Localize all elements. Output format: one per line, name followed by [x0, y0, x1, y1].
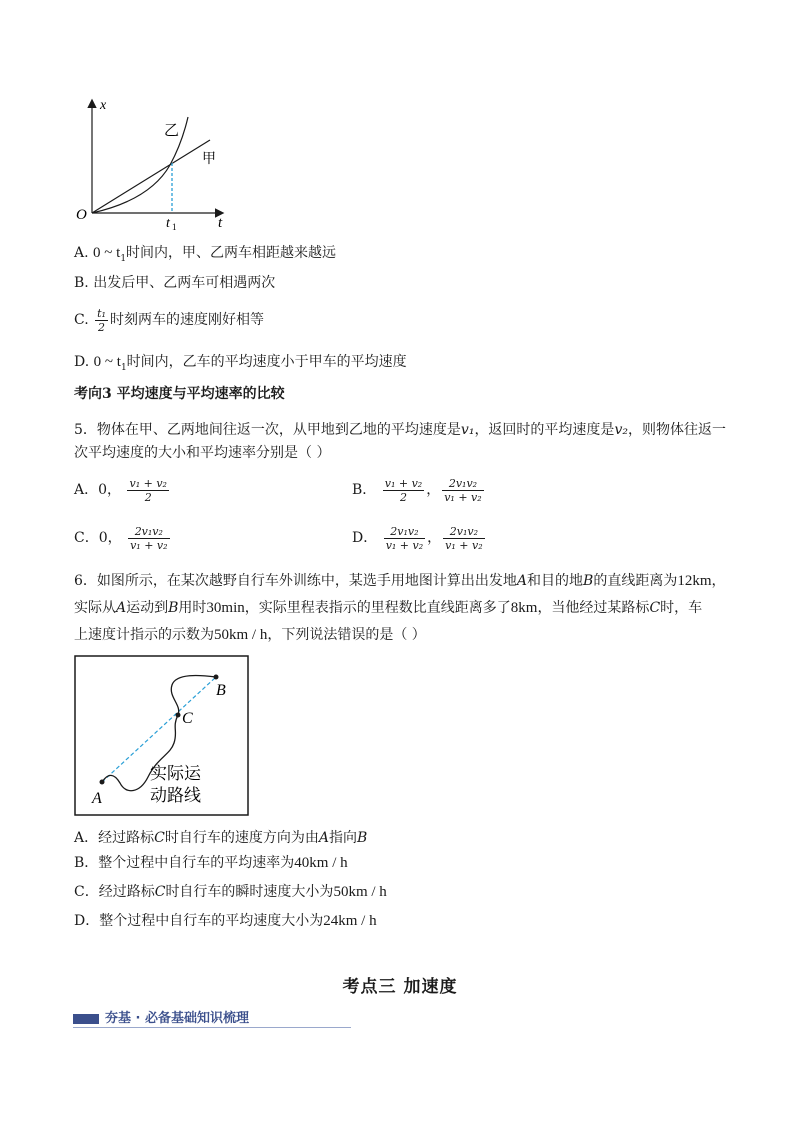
fraction: $\frac{\text{2v₁v₂}}{\text{v₁ + v₂}}$: [444, 476, 482, 504]
q5-option-a[interactable]: A．0， $\frac{\text{v₁ + v₂}}{2}$: [74, 476, 167, 504]
jia-line: [92, 140, 210, 213]
q5-option-c[interactable]: C．0， $\frac{\text{2v₁v₂}}{\text{v₁ + v₂}}$: [74, 524, 168, 552]
point-b-dot: [214, 675, 219, 680]
q6-option-b[interactable]: B．整个过程中自行车的平均速率为40km / h: [74, 855, 348, 871]
fraction: $\frac{\text{2v₁v₂}}{\text{v₁ + v₂}}$: [385, 524, 424, 552]
q5-option-b[interactable]: B． $\frac{\text{v₁ + v₂}}{2}$ ， $\frac{\text{2v₁v₂}}{\text{v₁ + v₂}}$: [352, 476, 482, 504]
t1-subscript: 1: [172, 222, 177, 230]
yi-label: 乙: [164, 121, 180, 139]
fraction: $\frac{\text{v₁ + v₂}}{2}$: [129, 476, 167, 504]
q4-option-b[interactable]: B. 出发后甲、乙两车可相遇两次: [74, 275, 276, 291]
route-caption-line2: 动路线: [150, 786, 201, 806]
section-heading: 考向3 平均速度与平均速率的比较: [74, 386, 285, 402]
knowledge-banner: [73, 1010, 351, 1028]
t1-label: t: [166, 216, 170, 230]
x-axis-label: x: [100, 98, 107, 113]
q4-option-a[interactable]: A. 0 ~ $t_1$时间内，甲、乙两车相距越来越远: [74, 245, 337, 264]
fraction: $\frac{\text{v₁ + v₂}}{2}$: [384, 476, 423, 504]
fraction: $\frac{\text{2v₁v₂}}{\text{v₁ + v₂}}$: [130, 524, 168, 552]
xt-graph: [70, 95, 230, 230]
q5-stem-line1: 5．物体在甲、乙两地间往返一次，从甲地到乙地的平均速度是v₁，返回时的平均速度是v₂，则物体往返一: [74, 422, 726, 438]
t-axis-label: t: [218, 215, 223, 230]
banner-text: 夯基 · 必备基础知识梳理: [105, 1011, 249, 1026]
q6-stem-line1: 6．如图所示，在某次越野自行车外训练中，某选手用地图计算出出发地A和目的地B的直线距离为12km，: [74, 573, 726, 589]
fraction-t1-over-2: $\frac{\text{t₁}}{2}$: [97, 306, 106, 334]
q4-option-d[interactable]: D. 0 ~ $t_1$时间内，乙车的平均速度小于甲车的平均速度: [74, 354, 407, 373]
q6-option-d[interactable]: D．整个过程中自行车的平均速度大小为24km / h: [74, 913, 377, 929]
jia-label: 甲: [202, 151, 216, 167]
q6-stem-line3: 上速度计指示的示数为50km / h，下列说法错误的是（ ）: [74, 627, 426, 643]
q4-option-c[interactable]: C. $\frac{\text{t₁}}{2}$ 时刻两车的速度刚好相等: [74, 306, 264, 334]
banner-underline: [73, 1027, 351, 1028]
q5-stem-line2: 次平均速度的大小和平均速率分别是（ ）: [74, 445, 331, 461]
point-c-label: C: [182, 710, 193, 727]
q5-option-d[interactable]: D． $\frac{\text{2v₁v₂}}{\text{v₁ + v₂}}$ ， $\frac{\text{2v₁v₂}}{\text{v₁ + v₂}}$: [352, 524, 483, 552]
origin-label: O: [76, 207, 87, 223]
route-figure: [74, 655, 250, 817]
q6-option-c[interactable]: C．经过路标C时自行车的瞬时速度大小为50km / h: [74, 884, 387, 900]
banner-accent-bar: [73, 1014, 99, 1024]
route-caption-line1: 实际运: [150, 764, 201, 784]
fraction: $\frac{\text{2v₁v₂}}{\text{v₁ + v₂}}$: [445, 524, 483, 552]
point-a-dot: [100, 780, 105, 785]
q6-option-a[interactable]: A．经过路标C时自行车的速度方向为由A指向B: [74, 830, 368, 846]
section-3-title: 考点三 加速度: [342, 977, 458, 997]
q6-stem-line2: 实际从A运动到B用时30min，实际里程表指示的里程数比直线距离多了8km，当他经过某路标C时，车: [74, 600, 703, 616]
point-b-label: B: [216, 682, 226, 699]
point-c-dot: [176, 713, 181, 718]
point-a-label: A: [92, 790, 102, 807]
